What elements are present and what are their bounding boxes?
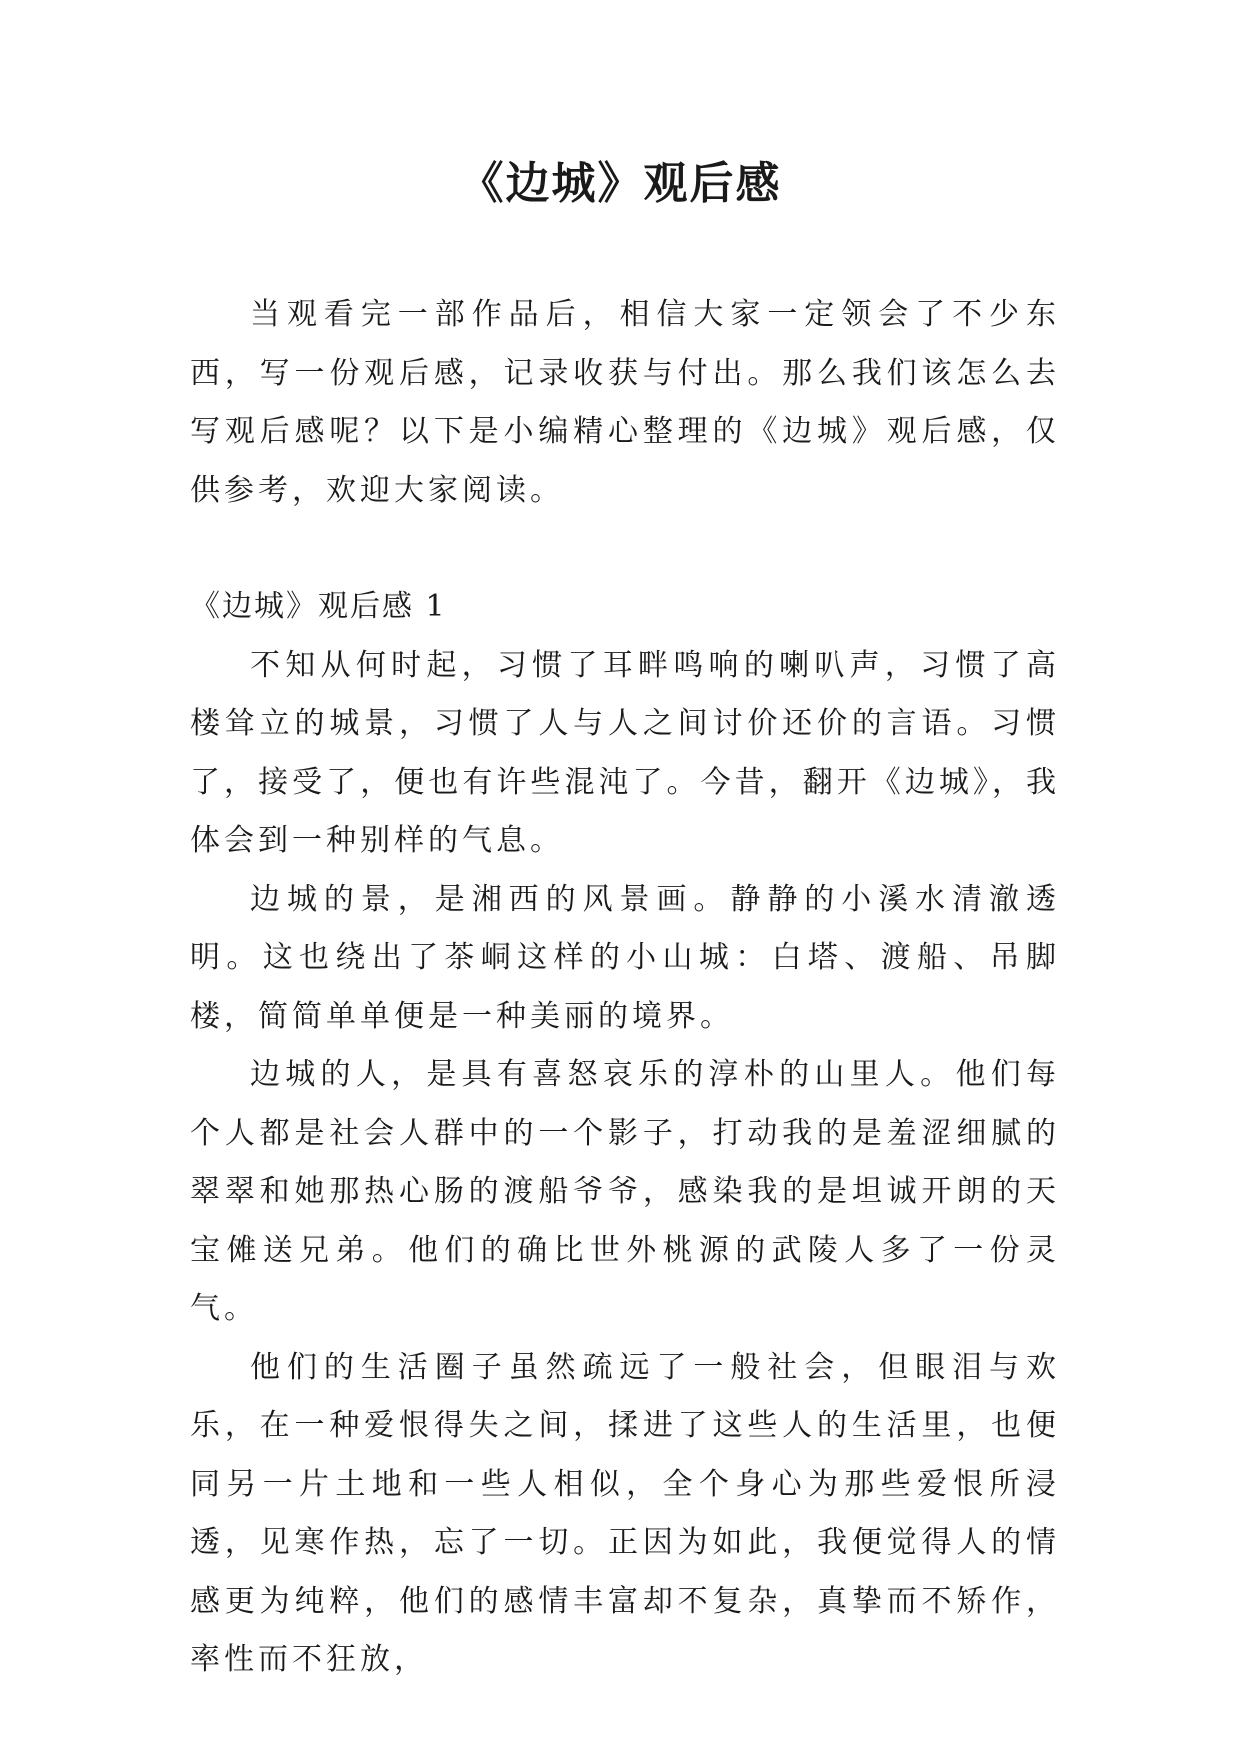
section-1 — [190, 578, 1060, 1690]
body-paragraph: 边城的人，是具有喜怒哀乐的淳朴的山里人。他们每个人都是社会人群中的一个影子，打动我的是羞涩细腻的翠翠和她那热心肠的渡船爷爷，感染我的是坦诚开朗的天宝傩送兄弟。他们的确比世外桃源的武陵人多了一份灵气。 — [190, 1057, 1060, 1326]
document-title: 《边城》观后感 — [459, 158, 782, 209]
body-paragraph: 他们的生活圈子虽然疏远了一般社会，但眼泪与欢乐，在一种爱恨得失之间，揉进了这些人的生活里，也便同另一片土地和一些人相似，全个身心为那些爱恨所浸透，见寒作热，忘了一切。正因为如此，我便觉得人的情感更为纯粹，他们的感情丰富却不复杂，真挚而不矫作，率性而不狂放， — [190, 1349, 1060, 1677]
intro-block — [190, 286, 1060, 520]
body-paragraph: 不知从何时起，习惯了耳畔鸣响的喇叭声，习惯了高楼耸立的城景，习惯了人与人之间讨价还价的言语。习惯了，接受了，便也有许些混沌了。今昔，翻开《边城》，我体会到一种别样的气息。 — [190, 647, 1060, 858]
intro-paragraph: 当观看完一部作品后，相信大家一定领会了不少东西，写一份观后感，记录收获与付出。那么我们该怎么去写观后感呢？以下是小编精心整理的《边城》观后感，仅供参考，欢迎大家阅读。 — [190, 297, 1060, 508]
section-heading: 《边城》观后感 1 — [190, 589, 447, 624]
body-paragraph: 边城的景，是湘西的风景画。静静的小溪水清澈透明。这也绕出了茶峒这样的小山城：白塔、渡船、吊脚楼，简简单单便是一种美丽的境界。 — [190, 881, 1060, 1034]
